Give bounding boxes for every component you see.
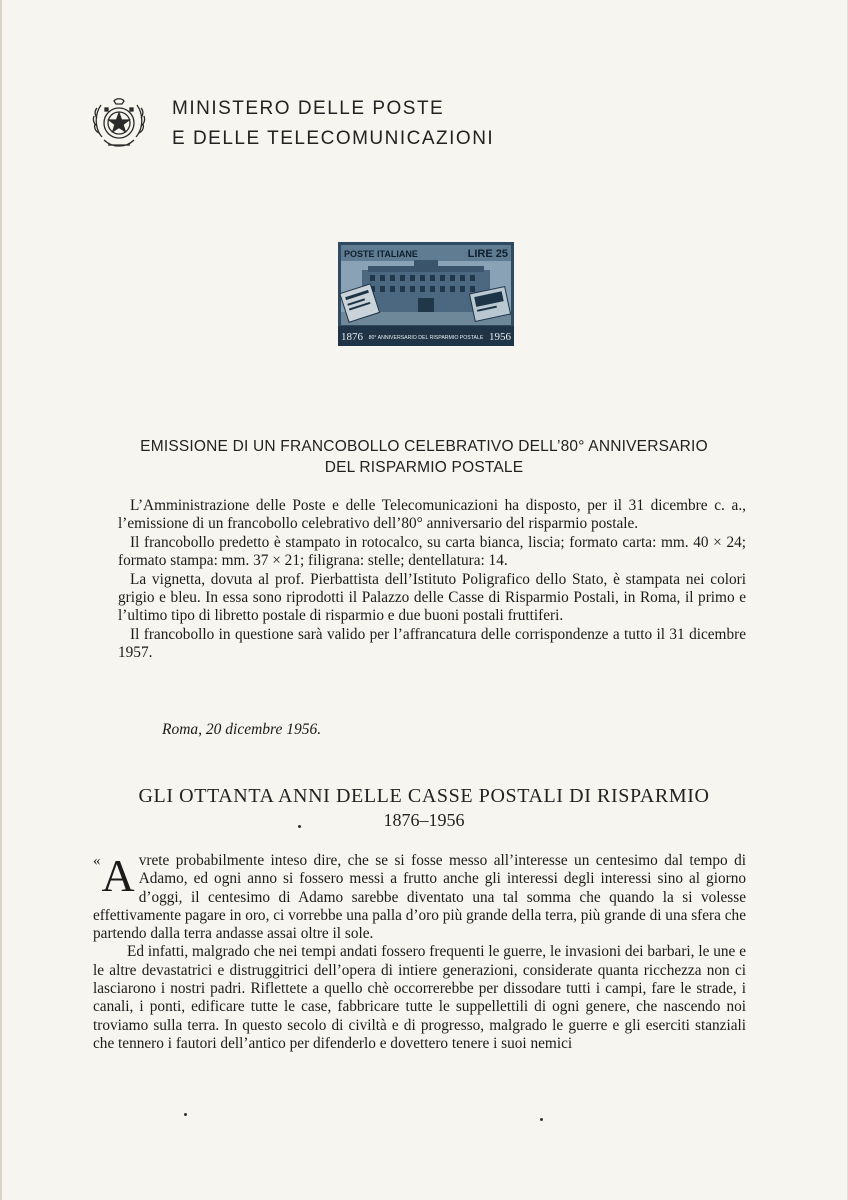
drop-cap: A <box>101 850 135 901</box>
decorative-dot <box>184 1113 187 1116</box>
ministry-line-1: MINISTERO DELLE POSTE <box>172 98 445 119</box>
dateline: Roma, 20 dicembre 1956. <box>162 721 322 738</box>
emission-paragraph-1: L’Amministrazione delle Poste e delle Telecomunicazioni ha disposto, per il 31 dicembre c. a., l’emissione di un francobollo celebrativo dell’80° anniversario del risparmio postale. <box>118 497 746 533</box>
article-paragraph-1-text: vrete probabilmente inteso dire, che se si fosse messo all’interesse un centesimo dal tempo di Adamo, ed ogni anno si fossero messi a frutto anche gli interessi degli interessi sino al giorno d’oggi, il centesimo di Adamo sarebbe diventato una tal somma che quando la si volesse effettivamente pagare in oro, ci vorrebbe una palla d’oro più grande della terra, più grande di una sfera che partendo dalla terra andasse assai oltre il sole. <box>93 852 746 943</box>
article-paragraph-1 <box>93 852 746 943</box>
article-years: 1876–1956 <box>383 810 465 830</box>
decorative-dot <box>298 825 301 828</box>
decorative-dot <box>540 1118 543 1121</box>
article-title: GLI OTTANTA ANNI DELLE CASSE POSTALI DI RISPARMIO <box>138 785 710 807</box>
ministry-line-2: E DELLE TELECOMUNICAZIONI <box>172 128 495 149</box>
ministry-heading <box>172 94 494 154</box>
italian-republic-emblem-icon <box>90 93 148 155</box>
stamp-value: LIRE 25 <box>467 248 508 260</box>
opening-quote-mark: « <box>93 853 101 869</box>
article-paragraph-2: Ed infatti, malgrado che nei tempi andati fossero frequenti le guerre, le invasioni dei barbari, le une e le altre devastatrici e distruggitrici dell’opera di intiere generazioni, considerate quanta ricchezza non ci lasciarono i nostri padri. Riflettete a quello chè occorrerebbe per dissodare tutti i campi, fare le strade, i canali, i ponti, edificare tutte le case, fabbricare tutte le suppellettili di ogni genere, che nascendo noi troviamo sulla terra. In questo secolo di civiltà e di progresso, malgrado le guerre e gli eserciti stanziali che tennero i fautori dell’antico per difenderlo e dovettero tenere i suoi nemici <box>93 943 746 1052</box>
emission-paragraph-3: La vignetta, dovuta al prof. Pierbattista dell’Istituto Poligrafico dello Stato, è stampata nei colori grigio e bleu. In essa sono riprodotti il Palazzo delle Casse di Risparmio Postali, in Roma, il primo e l’ultimo tipo di libretto postale di risparmio e due buoni postali fruttiferi. <box>118 570 746 625</box>
stamp-year-start: 1876 <box>341 331 363 343</box>
stamp-inscription: 80° ANNIVERSARIO DEL RISPARMIO POSTALE <box>368 335 484 341</box>
stamp-year-end: 1956 <box>489 331 511 343</box>
emission-title-line-2: DEL RISPARMIO POSTALE <box>324 459 524 476</box>
emission-title-line-1: EMISSIONE DI UN FRANCOBOLLO CELEBRATIVO DELL’80° ANNIVERSARIO <box>140 438 708 455</box>
emission-announcement <box>118 497 746 663</box>
stamp-country: POSTE ITALIANE <box>344 249 418 259</box>
article-body <box>93 852 746 1053</box>
emission-paragraph-4: Il francobollo in questione sarà valido per l’affrancatura delle corrispondenze a tutto il 31 dicembre 1957. <box>118 625 746 662</box>
emission-paragraph-2: Il francobollo predetto è stampato in rotocalco, su carta bianca, liscia; formato carta: mm. 40 × 24; formato stampa: mm. 37 × 21; filigrana: stelle; dentellatura: 14. <box>118 533 746 570</box>
postage-stamp-image <box>338 242 514 346</box>
emission-title <box>60 436 788 478</box>
